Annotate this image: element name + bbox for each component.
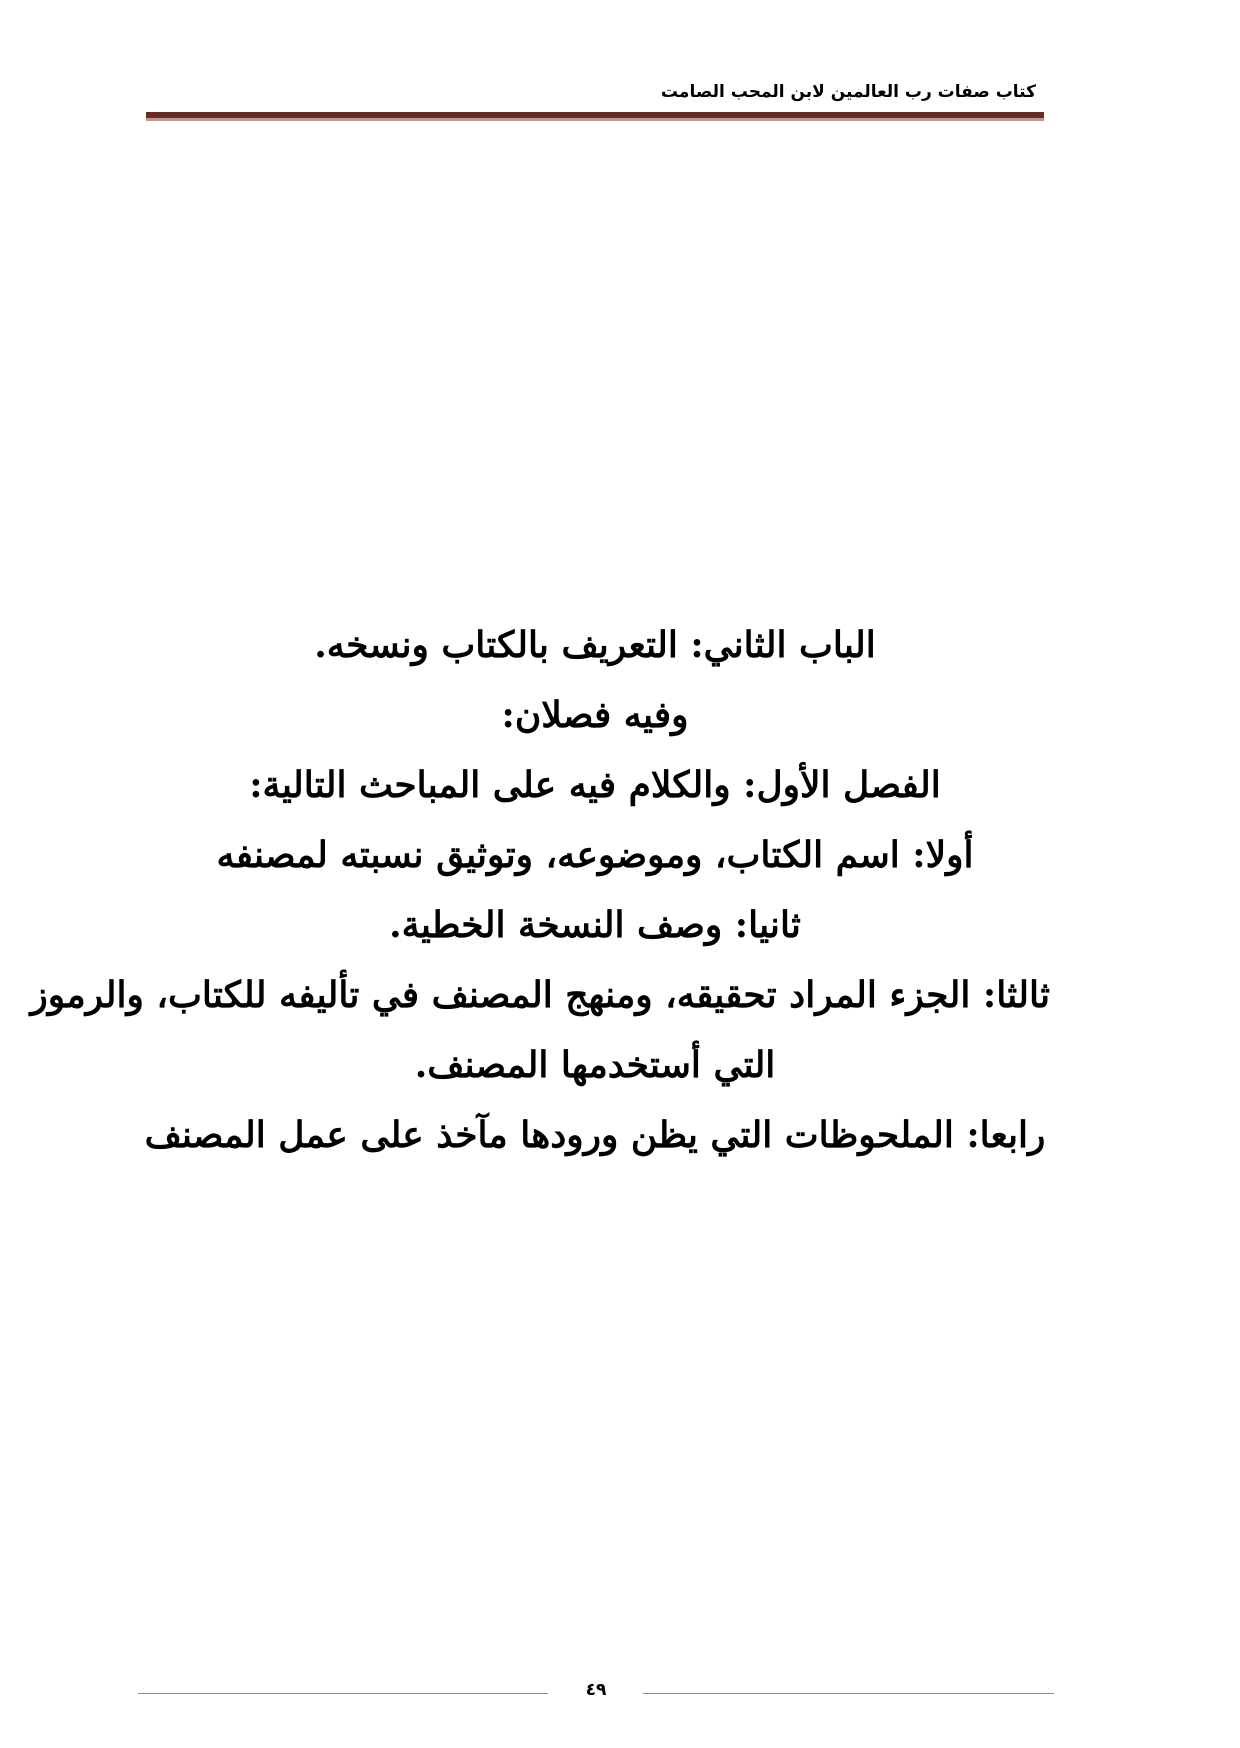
footer-rule-right: [643, 1693, 1054, 1694]
outline-item-4: رابعا: الملحوظات التي يظن ورودها مآخذ على عمل المصنف: [144, 1114, 1046, 1156]
outline-item-3-continued: التي أستخدمها المصنف.: [414, 1044, 776, 1086]
outline-item-2: ثانيا: وصف النسخة الخطية.: [389, 904, 801, 946]
running-header-title: كتاب صفات رب العالمين لابن المحب الصامت: [660, 82, 1036, 102]
page-footer: [138, 1680, 1054, 1710]
page-header: [146, 78, 1044, 122]
chapter-outline: [30, 610, 1050, 1170]
outline-item-3: ثالثا: الجزء المراد تحقيقه، ومنهج المصنف في تأليفه للكتاب، والرموز: [30, 974, 1050, 1016]
header-divider: [146, 112, 1044, 118]
section-heading: الفصل الأول: والكلام فيه على المباحث التالية:: [249, 764, 941, 806]
outline-item-1: أولا: اسم الكتاب، وموضوعه، وتوثيق نسبته لمصنفه: [216, 834, 974, 876]
chapter-subtitle: وفيه فصلان:: [501, 694, 689, 736]
page-number: ٤٩: [585, 1680, 607, 1700]
chapter-title: الباب الثاني: التعريف بالكتاب ونسخه.: [314, 624, 876, 666]
footer-rule-left: [138, 1693, 548, 1694]
